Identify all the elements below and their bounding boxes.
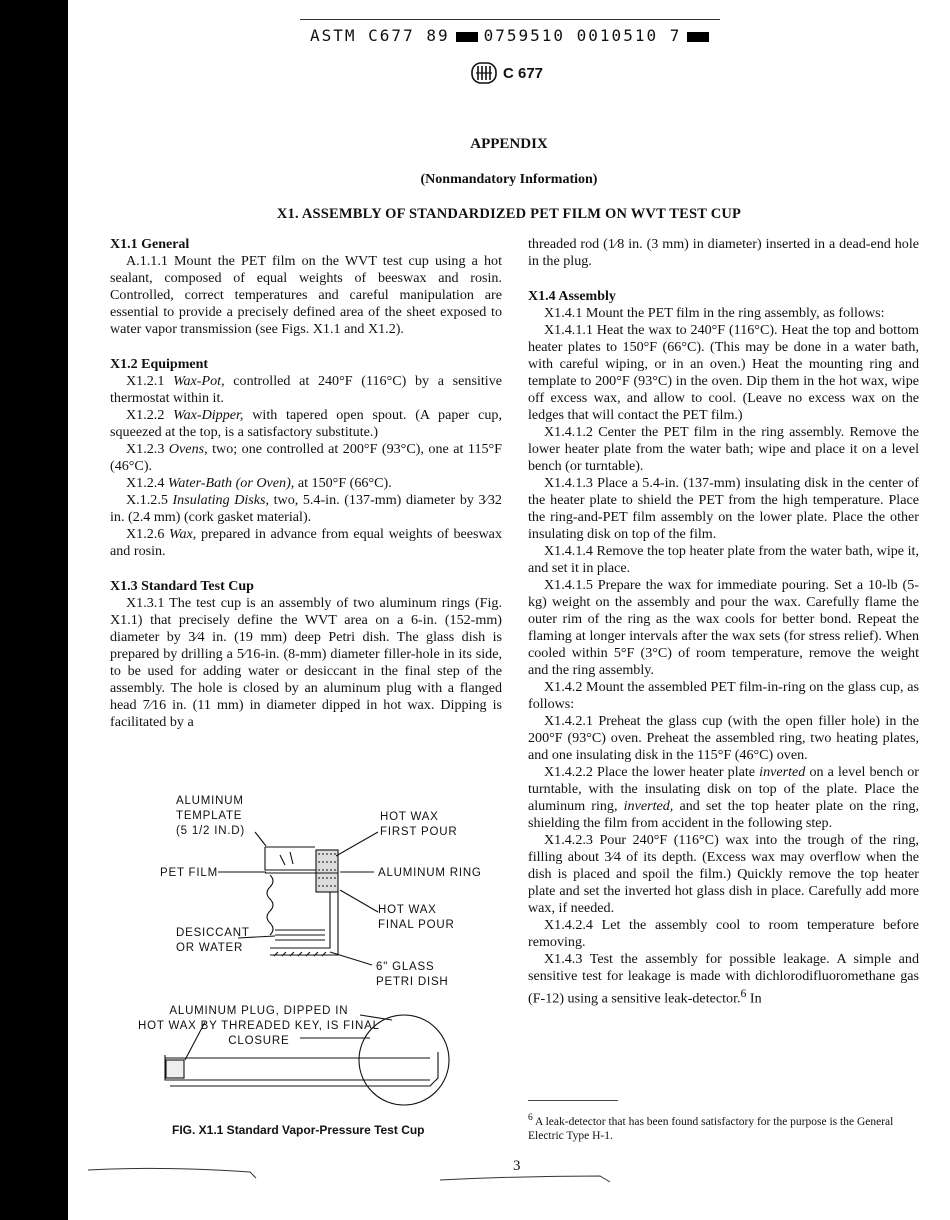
appendix-title: APPENDIX [470,136,548,152]
figure-caption: FIG. X1.1 Standard Vapor-Pressure Test Cup [172,1123,425,1137]
paragraph-126: X1.2.6 Wax, prepared in advance from equal weights of beeswax and rosin. [110,526,502,559]
label-hot-wax-final: HOT WAX FINAL POUR [378,904,455,931]
paragraph-1411: X1.4.1.1 Heat the wax to 240°F (116°C). Heat the top and bottom heater plates to 150°F (66°C). (This may be done in a water bath, with careful wiping, or in an oven.) Heat the mounting ring and template to 200°F (93°C) in the oven. Dip them in the hot wax, wipe off excess wax, and allow to cool. (Leave no excess wax on the ledges that will contact the PET film.) [528,322,919,423]
label-hot-wax-first: HOT WAX FIRST POUR [380,811,458,838]
page-number: 3 [513,1158,521,1174]
section-title: X1. ASSEMBLY OF STANDARDIZED PET FILM ON WVT TEST CUP [276,206,742,222]
label-pet-film: PET FILM [160,867,218,879]
paragraph-123: X1.2.3 Ovens, two; one controlled at 200°F (93°C), one at 115°F (46°C). [110,441,503,474]
label-aluminum-ring: ALUMINUM RING [378,867,482,879]
designation: C 677 [503,64,544,82]
paragraph-1413: X1.4.1.3 Place a 5.4-in. (137-mm) insulating disk in the center of the heater plate to shield the PET from the high temperature. Place the ring-and-PET film assembly on the lower plate. Place the other insulating disk on top of the film. [528,475,919,542]
paragraph-1423: X1.4.2.3 Pour 240°F (116°C) wax into the trough of the ring, filling about 3⁄4 of its depth. (Excess wax may overflow when the dish is placed and spoil the film.) Quickly remove the top heater plate and set the inverted hot glass dish in place. Carefully add more wax, if needed. [528,832,919,916]
paragraph-1421: X1.4.2.1 Preheat the glass cup (with the open filler hole) in the 200°F (93°C) oven. Preheat the assembled ring, two heating plates, and one insulating disk in the 115°F (46°C) oven. [528,713,919,763]
general-heading: X1.1 General [110,237,190,252]
label-desiccant: DESICCANT OR WATER [176,927,250,954]
code-left: ASTM C677 89 [310,26,450,45]
paragraph-122: X1.2.2 Wax-Dipper, with tapered open spout. (A paper cup, squeezed at the top, is a satisfactory substitute.) [110,407,502,440]
paragraph-141: X1.4.1 Mount the PET film in the ring assembly, as follows: [544,305,885,321]
code-right: 0759510 0010510 7 [483,26,682,45]
appendix-subtitle: (Nonmandatory Information) [420,172,598,187]
paragraph-1422: X1.4.2.2 Place the lower heater plate inverted on a level bench or turntable, with the insulating disk on top of the plate. Place the aluminum ring, inverted, and set the top heater plate on the ring, shielding the film from accident in the following step. [528,764,919,831]
footnote-number: 6 [528,1112,533,1123]
paragraph-a111: A.1.1.1 Mount the PET film on the WVT test cup using a hot sealant, composed of equal weights of beeswax and rosin. Controlled, correct temperatures and careful manipulation are essential to provide a precisely defined area of the sheet exposed to water vapor transmission (see Figs. X1.1 and X1.2). [110,253,502,337]
paragraph-143: X1.4.3 Test the assembly for possible leakage. A simple and sensitive test for leakage is made with dichlorodifluoromethane gas (F-12) using a sensitive leak-detector.$^6$ In [528,951,919,1007]
cup-heading: X1.3 Standard Test Cup [110,579,254,594]
paragraph-125: X.1.2.5 Insulating Disks, two, 5.4-in. (137-mm) diameter by 3⁄32 in. (2.4 mm) (cork gasket material). [110,492,502,525]
paragraph-142: X1.4.2 Mount the assembled PET film-in-ring on the glass cup, as follows: [528,679,919,712]
paragraph-121: X1.2.1 Wax-Pot, controlled at 240°F (116°C) by a sensitive thermostat within it. [110,373,502,406]
assembly-heading: X1.4 Assembly [528,289,616,304]
paragraph-131: X1.3.1 The test cup is an assembly of two aluminum rings (Fig. X1.1) that precisely define the WVT area on a 6-in. (152-mm) diameter by 3⁄4 in. (19 mm) deep Petri dish. The glass dish is prepared by drilling a 5⁄16-in. (8-mm) diameter filler-hole in its side, to be used for adding water or desiccant in the final step of the assembly. The hole is closed by an aluminum plug with a flanged head 7⁄16 in. (11 mm) in diameter dipped in hot wax. Dipping is facilitated by a [110,595,502,730]
equipment-heading: X1.2 Equipment [110,357,209,372]
label-plug: ALUMINUM PLUG, DIPPED IN HOT WAX BY THREADED KEY, IS FINAL CLOSURE [138,1005,380,1047]
paragraph-1424: X1.4.2.4 Let the assembly cool to room temperature before removing. [528,917,919,950]
footnote-ref: 6 [740,987,747,1000]
paragraph-1414: X1.4.1.4 Remove the top heater plate from the water bath, wipe it, and set it in place. [528,543,919,576]
paragraph-1412: X1.4.1.2 Center the PET film in the ring assembly. Remove the lower heater plate from the water bath; wipe and place it on a level bench (or turntable). [528,424,919,474]
paragraph-124: X1.2.4 Water-Bath (or Oven), at 150°F (66°C). [126,475,392,491]
paragraph-continued: threaded rod (1⁄8 in. (3 mm) in diameter) inserted in a dead-end hole in the plug. [528,236,919,269]
footnote-text: A leak-detector that has been found satisfactory for the purpose is the General Electric Type H-1. [528,1115,894,1142]
paragraph-1415: X1.4.1.5 Prepare the wax for immediate pouring. Set a 10-lb (5-kg) weight on the assembly and pour the wax. Carefully flame the outer rim of the ring as the wax cools for better bond. Repeat the flaming at longer intervals after the wax sets (for stress relief). When cooled within 5°F (3°C) of room temperature, remove the weight and the ring assembly. [528,577,919,678]
label-glass-dish: 6" GLASS PETRI DISH [376,961,449,988]
label-template: ALUMINUM TEMPLATE (5 1/2 IN.D) [176,795,246,837]
